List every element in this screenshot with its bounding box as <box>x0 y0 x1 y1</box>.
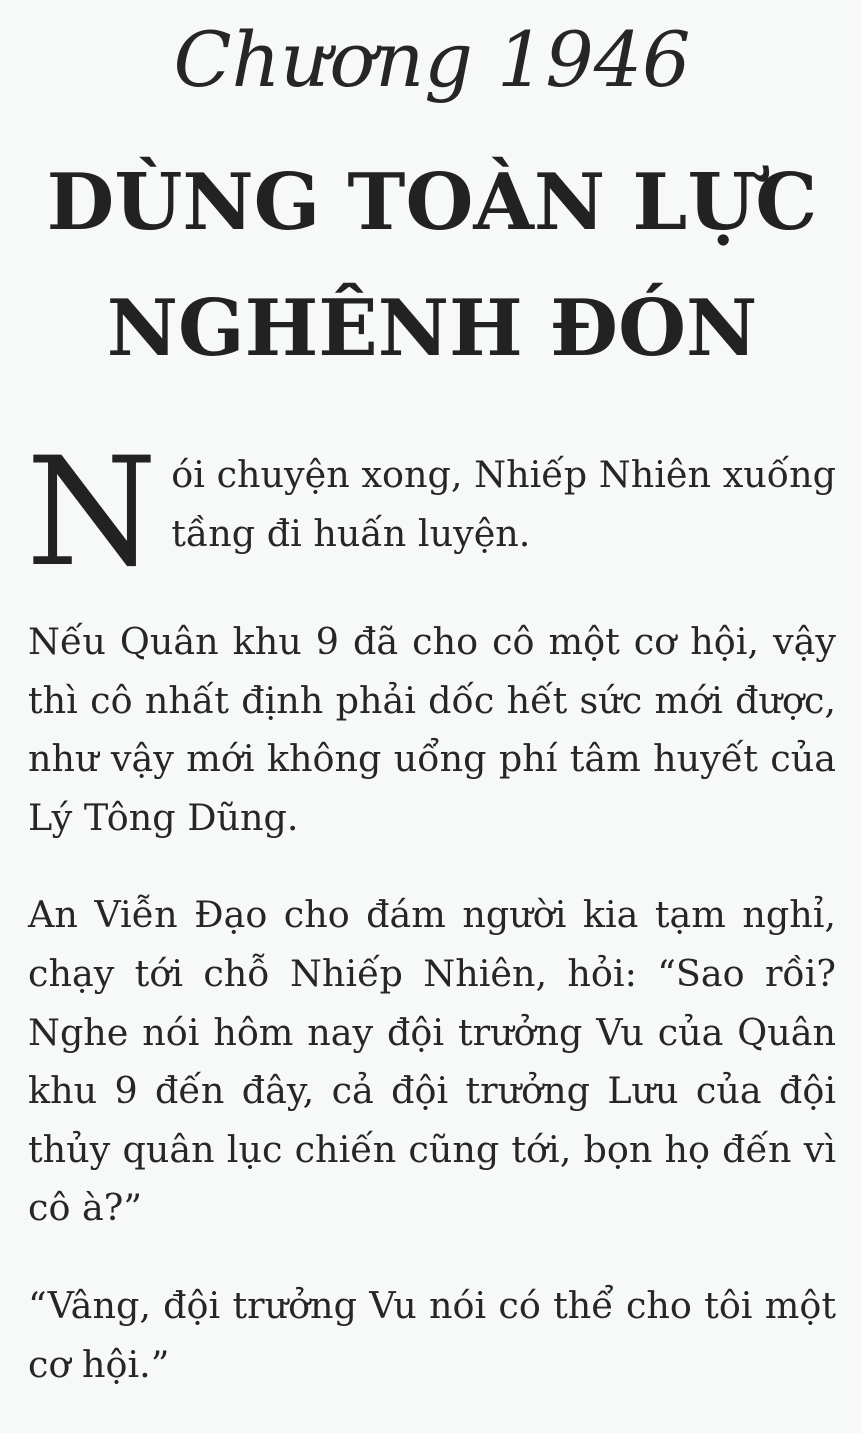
chapter-title-line-2: NGHÊNH ĐÓN <box>106 283 758 374</box>
chapter-body <box>26 426 836 1433</box>
chapter-title <box>28 106 836 392</box>
chapter-title-line-1: DÙNG TOÀN LỰC <box>46 157 818 248</box>
chapter-number: Chương 1946 <box>173 15 691 104</box>
paragraph-4: “Vâng, đội trưởng Vu nói có thể cho tôi một cơ hội.” <box>28 1283 836 1386</box>
paragraph-1 <box>26 426 836 600</box>
paragraph-3: An Viễn Đạo cho đám người kia tạm nghỉ, chạy tới chỗ Nhiếp Nhiên, hỏi: “Sao rồi? Nghe nói hôm nay đội trưởng Vu của Quân khu 9 đến đây, cả đội trưởng Lưu của đội thủy quân lục chiến cũng tới, bọn họ đến vì cô à?” <box>28 893 836 1230</box>
paragraph-1-text: ói chuyện xong, Nhiếp Nhiên xuống tầng đi huấn luyện. <box>171 453 836 555</box>
drop-cap: N <box>26 426 158 600</box>
paragraph-2: Nếu Quân khu 9 đã cho cô một cơ hội, vậy thì cô nhất định phải dốc hết sức mới được, như vậy mới không uổng phí tâm huyết của Lý Tông Dũng. <box>28 620 836 839</box>
